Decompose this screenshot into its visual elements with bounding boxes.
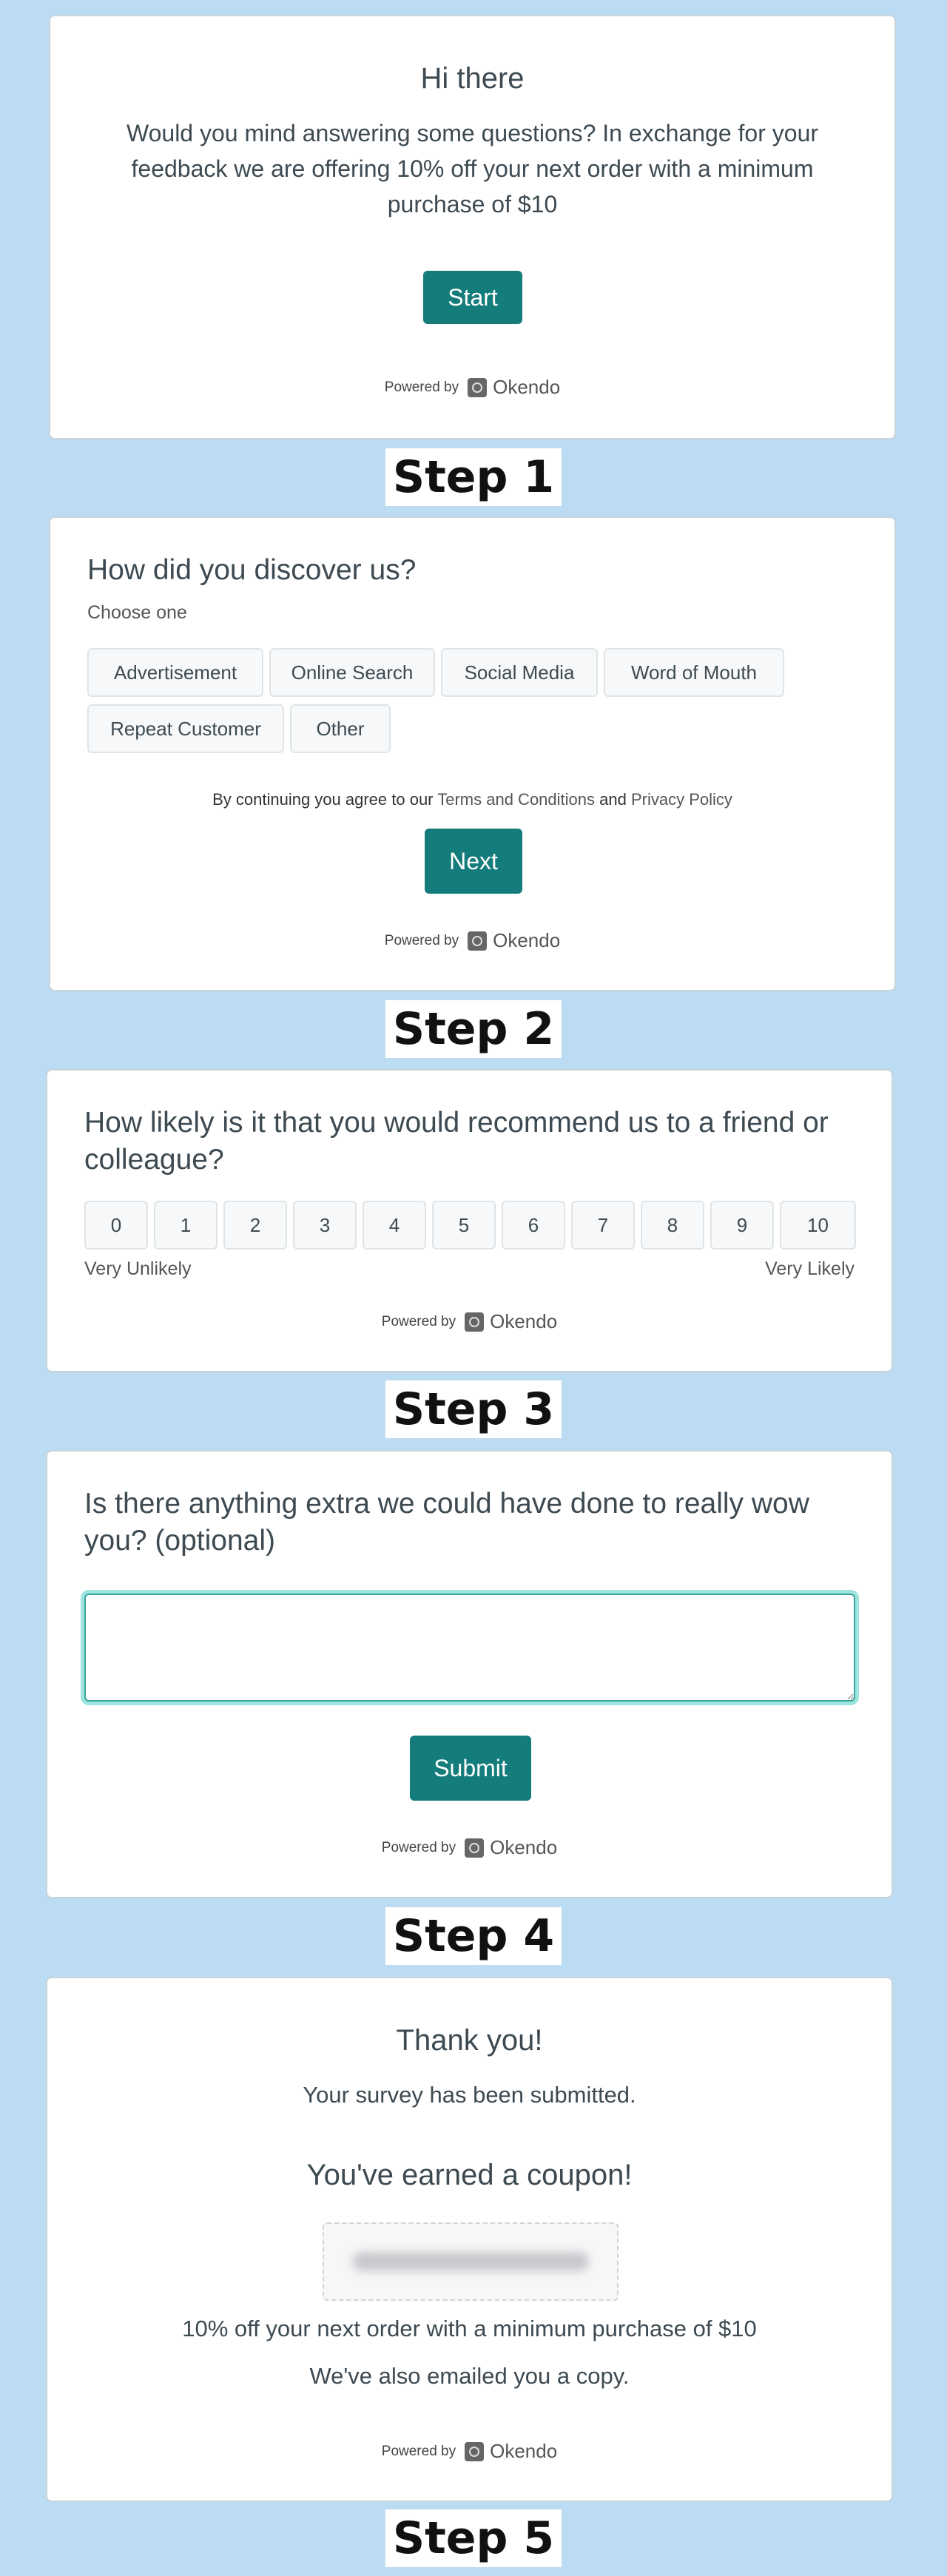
- option-online-search[interactable]: Online Search: [269, 648, 435, 697]
- intro-title: Hi there: [420, 62, 525, 95]
- powered-by: [47, 1310, 892, 1333]
- nps-score-8[interactable]: 8: [641, 1201, 704, 1250]
- option-social-media[interactable]: Social Media: [441, 648, 598, 697]
- survey-card-intro: [49, 15, 896, 439]
- nps-score-9[interactable]: 9: [710, 1201, 774, 1250]
- nps-score-0[interactable]: 0: [84, 1201, 148, 1250]
- feedback-question: Is there anything extra we could have done to really wow you? (optional): [84, 1488, 809, 1557]
- nps-score-1[interactable]: 1: [154, 1201, 218, 1250]
- coupon-code-box[interactable]: [323, 2222, 619, 2301]
- powered-by-label: Powered by: [384, 932, 459, 948]
- nps-low-label: Very Unlikely: [84, 1258, 192, 1279]
- consent-text: [50, 790, 894, 809]
- okendo-brand: Okendo: [490, 1310, 558, 1332]
- okendo-icon: [465, 1838, 484, 1858]
- coupon-code-blurred: [352, 2252, 589, 2271]
- nps-question: How likely is it that you would recommend us to a friend or colleague?: [84, 1107, 829, 1176]
- powered-by-label: Powered by: [384, 379, 459, 395]
- coupon-heading: You've earned a coupon!: [306, 2159, 633, 2191]
- nps-score-5[interactable]: 5: [432, 1201, 496, 1250]
- submit-button[interactable]: Submit: [410, 1736, 531, 1801]
- nps-score-10[interactable]: 10: [780, 1201, 856, 1250]
- okendo-icon: [468, 931, 487, 951]
- okendo-icon: [465, 2442, 484, 2461]
- nps-score-3[interactable]: 3: [293, 1201, 357, 1250]
- next-button[interactable]: Next: [425, 829, 522, 894]
- nps-high-label: Very Likely: [765, 1258, 855, 1279]
- okendo-logo: [465, 1836, 557, 1859]
- feedback-textarea[interactable]: [84, 1594, 855, 1702]
- powered-by: [50, 929, 894, 952]
- consent-and: and: [599, 790, 627, 809]
- coupon-offer: 10% off your next order with a minimum purchase of $10: [182, 2316, 757, 2341]
- okendo-icon: [468, 378, 487, 397]
- powered-by-label: Powered by: [381, 1313, 456, 1329]
- nps-score-2[interactable]: 2: [223, 1201, 287, 1250]
- survey-card-thank-you: [46, 1977, 893, 2502]
- discovery-hint: Choose one: [87, 602, 187, 623]
- terms-link[interactable]: Terms and Conditions: [437, 790, 596, 809]
- okendo-brand: Okendo: [493, 929, 561, 951]
- step-3-label: Step 3: [385, 1380, 562, 1438]
- option-word-of-mouth[interactable]: Word of Mouth: [604, 648, 784, 697]
- consent-prefix: By continuing you agree to our: [212, 790, 434, 809]
- powered-by: [50, 376, 894, 399]
- okendo-logo: [468, 376, 560, 399]
- step-2-label: Step 2: [385, 1000, 562, 1058]
- nps-score-7[interactable]: 7: [571, 1201, 635, 1250]
- thank-you-title: Thank you!: [396, 2024, 543, 2057]
- powered-by: [47, 2440, 892, 2463]
- nps-score-6[interactable]: 6: [502, 1201, 565, 1250]
- nps-score-4[interactable]: 4: [363, 1201, 426, 1250]
- option-advertisement[interactable]: Advertisement: [87, 648, 263, 697]
- step-4-label: Step 4: [385, 1907, 562, 1965]
- step-1-label: Step 1: [385, 448, 562, 506]
- survey-card-nps: [46, 1069, 893, 1372]
- powered-by-label: Powered by: [381, 1839, 456, 1855]
- discovery-question: How did you discover us?: [87, 554, 417, 586]
- okendo-brand: Okendo: [490, 1836, 558, 1858]
- okendo-logo: [465, 2440, 557, 2463]
- okendo-icon: [465, 1312, 484, 1332]
- submitted-message: Your survey has been submitted.: [303, 2082, 636, 2108]
- start-button[interactable]: Start: [423, 271, 522, 324]
- survey-card-feedback: [46, 1450, 893, 1898]
- option-other[interactable]: Other: [290, 704, 391, 753]
- okendo-logo: [468, 929, 560, 952]
- okendo-brand: Okendo: [490, 2440, 558, 2462]
- okendo-brand: Okendo: [493, 376, 561, 398]
- option-repeat-customer[interactable]: Repeat Customer: [87, 704, 284, 753]
- okendo-logo: [465, 1310, 557, 1333]
- privacy-link[interactable]: Privacy Policy: [630, 790, 732, 809]
- survey-card-discovery: [49, 516, 896, 991]
- step-5-label: Step 5: [385, 2509, 562, 2567]
- emailed-message: We've also emailed you a copy.: [309, 2363, 630, 2389]
- powered-by: [47, 1836, 892, 1859]
- powered-by-label: Powered by: [381, 2443, 456, 2459]
- intro-message: Would you mind answering some questions? In exchange for your feedback we are offering 10% off your next order with a minimum purchase of $10: [126, 120, 819, 218]
